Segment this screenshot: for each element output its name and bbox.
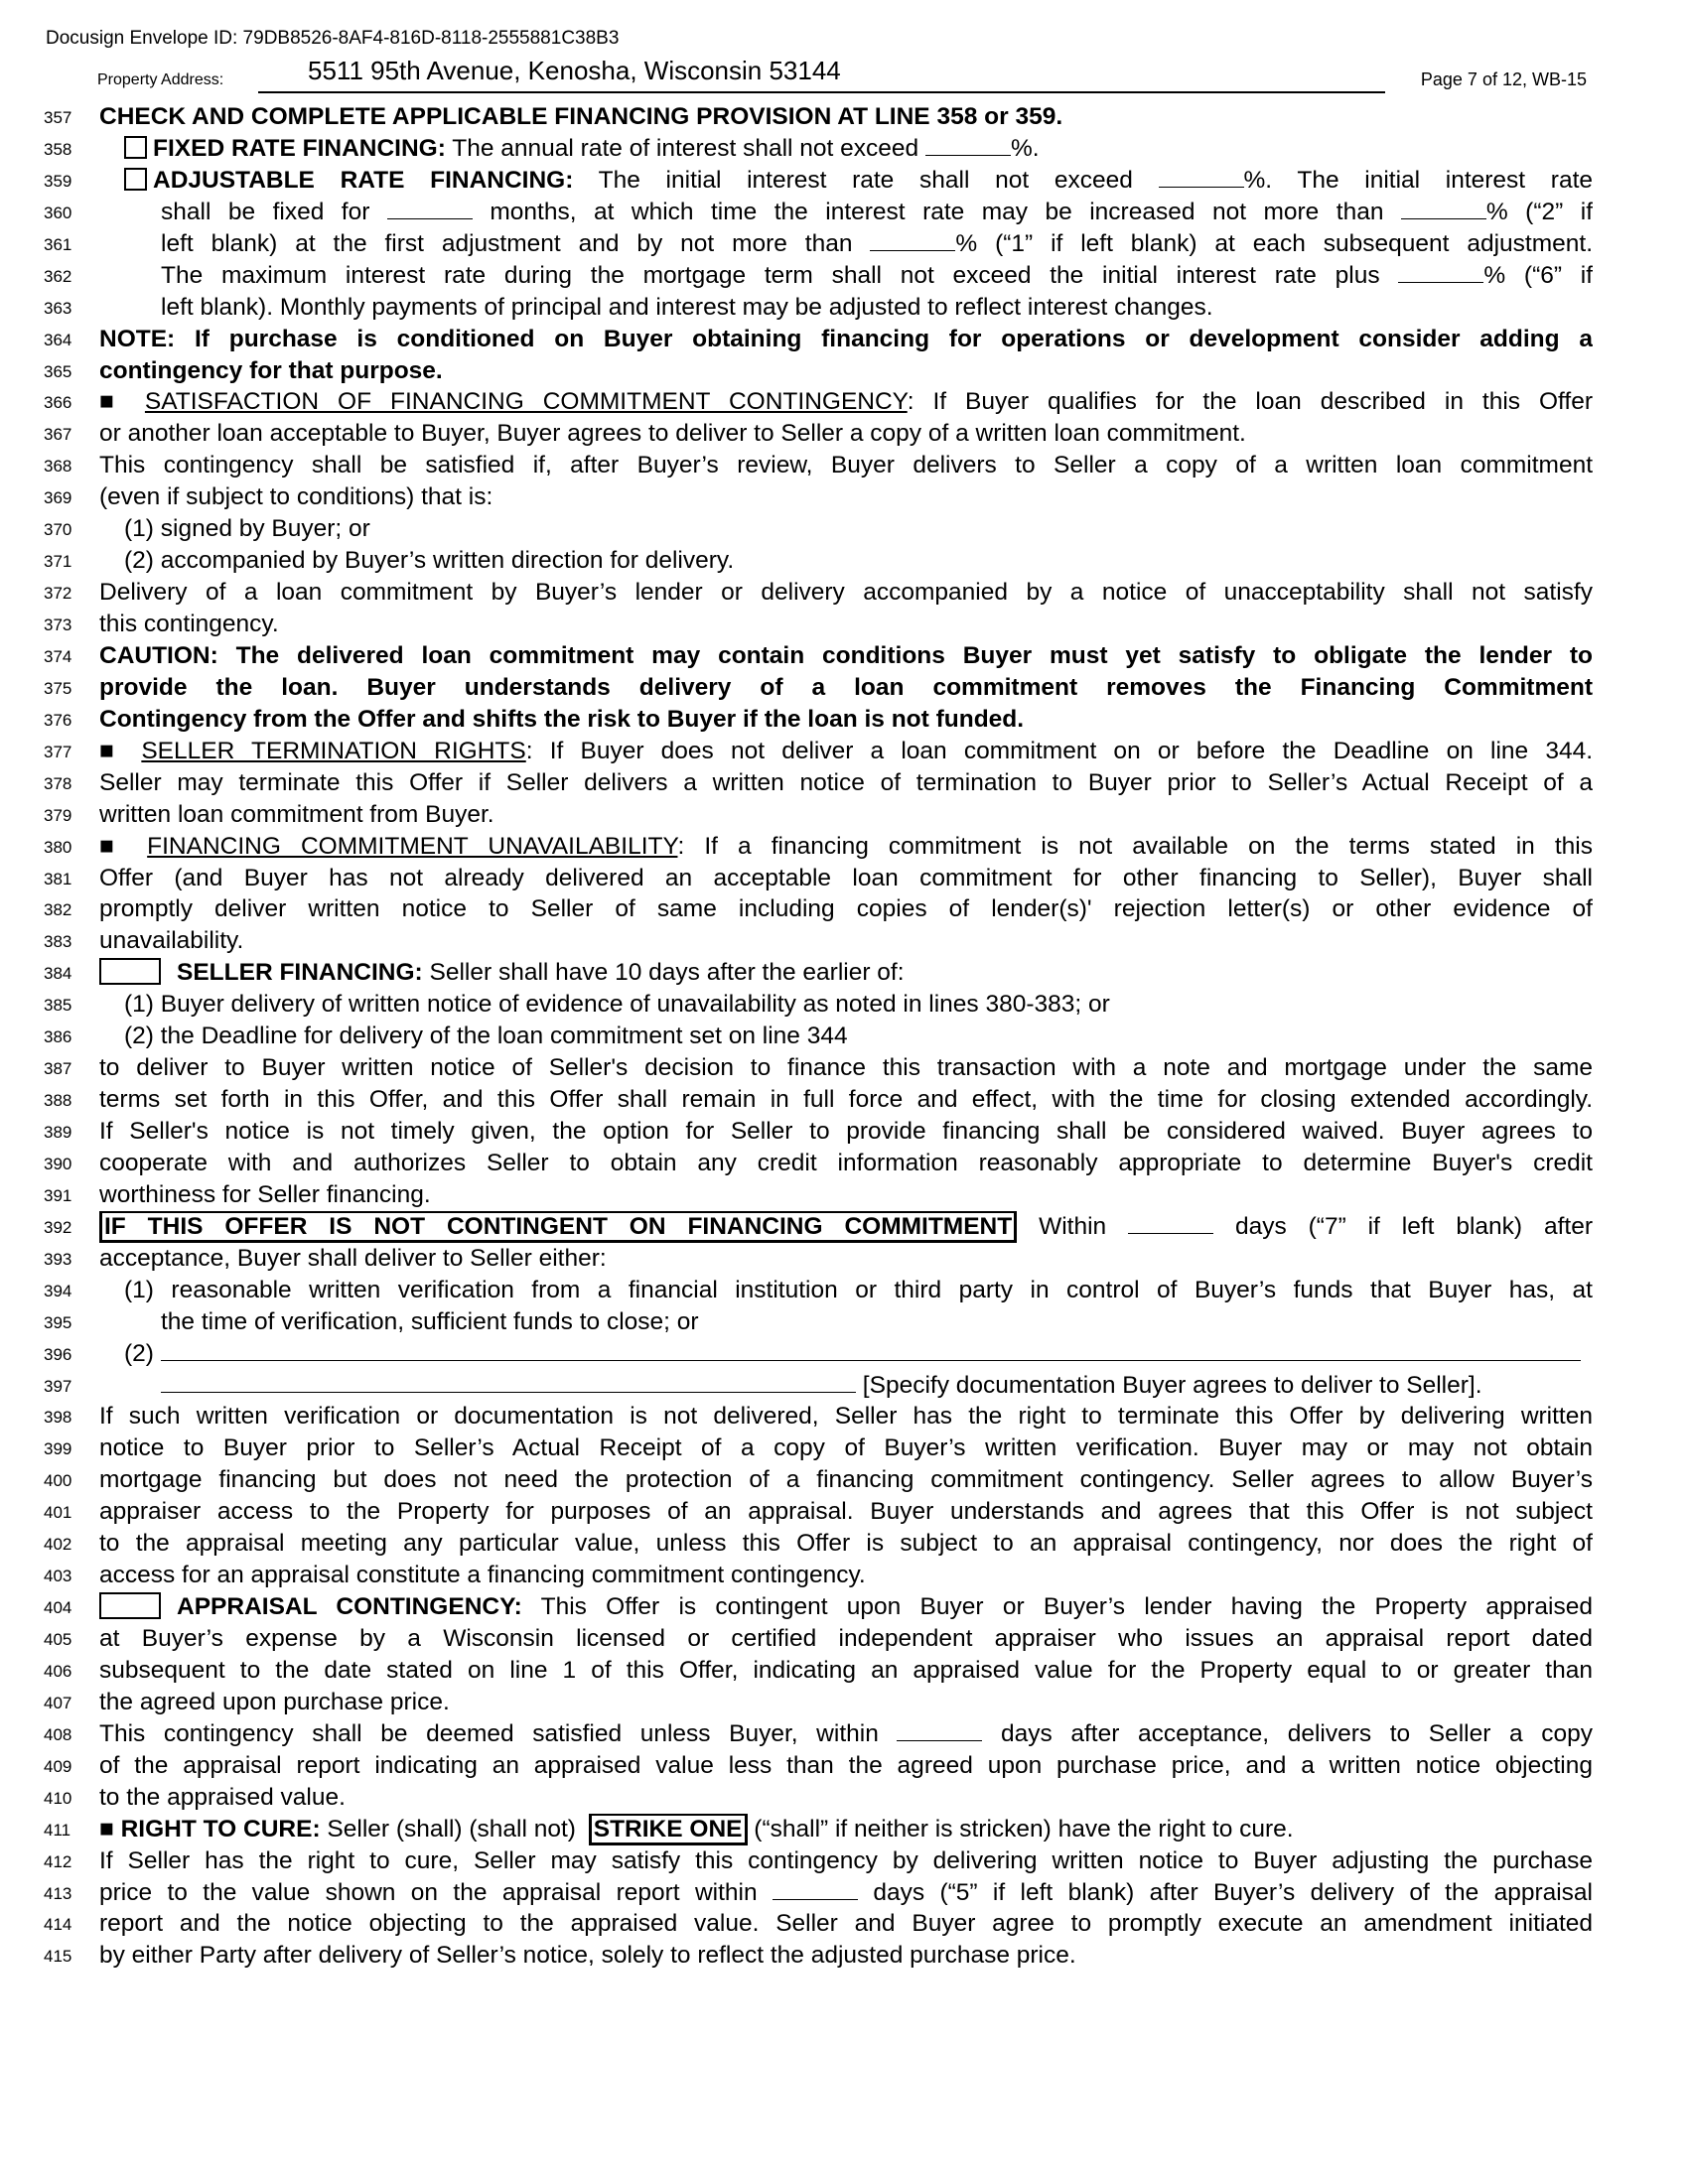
text-segment: days after acceptance, delivers to Seller a copy	[982, 1719, 1593, 1747]
text-segment: (1) reasonable written verification from a financial institution or third party in control of Buyer’s funds that Buyer has, at	[124, 1276, 1593, 1303]
line-number: 387	[44, 1059, 72, 1079]
line-number: 361	[44, 234, 72, 254]
line-text	[99, 831, 1593, 863]
line-text	[99, 609, 1593, 640]
form-line	[0, 1370, 1688, 1402]
form-line	[0, 893, 1688, 925]
text-segment: ■	[99, 1815, 121, 1843]
line-text	[99, 355, 1593, 387]
text-segment: notice to Buyer prior to Seller’s Actual Receipt of a copy of Buyer’s written verification. Buyer may or may not obtain	[99, 1434, 1593, 1462]
form-line	[0, 957, 1688, 989]
line-number: 398	[44, 1408, 72, 1428]
text-segment: (1) Buyer delivery of written notice of evidence of unavailability as noted in lines 380-383; or	[124, 991, 1110, 1019]
line-text	[99, 1179, 1593, 1211]
form-line	[0, 481, 1688, 513]
form-line	[0, 1877, 1688, 1909]
text-segment: subsequent to the date stated on line 1 of this Offer, indicating an appraised value for the Property equal to or greater than	[99, 1656, 1593, 1684]
line-text	[99, 1560, 1593, 1591]
text-segment: worthiness for Seller financing.	[99, 1180, 431, 1208]
line-text	[99, 1433, 1593, 1464]
line-number: 413	[44, 1883, 72, 1903]
form-line	[0, 418, 1688, 450]
line-text	[99, 1655, 1593, 1687]
form-line	[0, 1338, 1688, 1370]
line-number: 366	[44, 393, 72, 413]
line-number: 377	[44, 742, 72, 761]
form-line	[0, 1211, 1688, 1243]
line-number: 375	[44, 678, 72, 698]
text-segment: Contingency from the Offer and shifts the risk to Buyer if the loan is not funded.	[99, 705, 1025, 733]
form-line	[0, 260, 1688, 292]
line-text	[161, 197, 1593, 228]
line-number: 359	[44, 171, 72, 191]
form-line	[0, 609, 1688, 640]
form-line	[0, 1782, 1688, 1814]
text-segment: months, at which time the interest rate may be increased not more than	[472, 198, 1401, 225]
text-segment: or another loan acceptable to Buyer, Buyer agrees to deliver to Seller a copy of a written loan commitment.	[99, 420, 1246, 448]
line-text	[99, 1687, 1593, 1718]
property-address-line	[258, 91, 1385, 93]
line-number: 415	[44, 1947, 72, 1967]
line-number: 389	[44, 1123, 72, 1142]
form-line	[0, 1718, 1688, 1750]
line-text	[161, 1370, 1593, 1402]
text-segment: If Seller has the right to cure, Seller may satisfy this contingency by delivering written notice to Buyer adjusting the purchase	[99, 1846, 1593, 1874]
form-line	[0, 672, 1688, 704]
line-number: 376	[44, 710, 72, 730]
text-segment: % (“6” if	[1483, 261, 1593, 289]
line-text	[99, 672, 1593, 704]
line-number: 379	[44, 805, 72, 825]
text-segment: : If Buyer qualifies for the loan described in this Offer	[907, 388, 1593, 416]
form-line	[0, 1814, 1688, 1845]
form-line	[0, 767, 1688, 799]
text-segment: by either Party after delivery of Seller’s notice, solely to reflect the adjusted purchase price.	[99, 1942, 1076, 1970]
line-number: 412	[44, 1851, 72, 1871]
line-number: 405	[44, 1630, 72, 1649]
line-text	[99, 1148, 1593, 1179]
line-number: 404	[44, 1598, 72, 1618]
line-number: 400	[44, 1471, 72, 1491]
line-number: 383	[44, 932, 72, 952]
line-text	[124, 165, 1593, 197]
form-line	[0, 1496, 1688, 1528]
text-segment: to deliver to Buyer written notice of Seller's decision to finance this transaction with a note and mortgage under the same	[99, 1054, 1593, 1082]
line-number: 358	[44, 139, 72, 159]
line-text	[99, 1718, 1593, 1750]
line-text	[161, 260, 1593, 292]
form-line	[0, 1148, 1688, 1179]
line-text	[124, 545, 1593, 577]
line-text	[99, 863, 1593, 894]
text-segment: cooperate with and authorizes Seller to obtain any credit information reasonably appropriate to determine Buyer's credit	[99, 1149, 1593, 1176]
form-line	[0, 1655, 1688, 1687]
checkbox[interactable]	[124, 136, 147, 159]
line-number: 401	[44, 1503, 72, 1523]
form-line	[0, 925, 1688, 957]
line-text	[99, 704, 1593, 736]
form-line	[0, 1464, 1688, 1496]
fill-in-blank[interactable]	[161, 1372, 856, 1393]
envelope-id: Docusign Envelope ID: 79DB8526-8AF4-816D-8118-2555881C38B3	[46, 28, 620, 49]
text-segment: acceptance, Buyer shall deliver to Seller either:	[99, 1244, 607, 1272]
fill-in-blank[interactable]	[161, 1340, 1581, 1361]
line-text	[99, 1401, 1593, 1433]
form-line	[0, 1275, 1688, 1306]
text-segment: days (“5” if left blank) after Buyer’s delivery of the appraisal	[857, 1878, 1593, 1906]
text-segment: APPRAISAL CONTINGENCY:	[177, 1593, 522, 1621]
fill-in-blank[interactable]	[897, 1720, 982, 1741]
line-text	[99, 736, 1593, 767]
line-text	[124, 1021, 1593, 1052]
form-line	[0, 704, 1688, 736]
text-segment: Seller may terminate this Offer if Seller delivers a written notice of termination to Buyer prior to Seller’s Actual Receipt of a	[99, 768, 1593, 796]
line-text	[99, 799, 1593, 831]
line-number: 369	[44, 488, 72, 508]
form-line	[0, 1179, 1688, 1211]
line-text	[99, 1908, 1593, 1940]
text-segment: mortgage financing but does not need the protection of a financing commitment contingency. Seller agrees to allow Buyer’s	[99, 1466, 1593, 1494]
line-text	[99, 640, 1593, 672]
text-segment: days (“7” if left blank) after	[1213, 1212, 1593, 1240]
line-number: 374	[44, 646, 72, 666]
line-text	[99, 957, 1593, 989]
form-line	[0, 165, 1688, 197]
form-line	[0, 831, 1688, 863]
form-line	[0, 1052, 1688, 1084]
line-number: 390	[44, 1154, 72, 1173]
text-segment: this contingency.	[99, 611, 279, 637]
line-number: 391	[44, 1185, 72, 1205]
form-line	[0, 736, 1688, 767]
line-text	[99, 1591, 1593, 1623]
text-segment: This contingency shall be deemed satisfied unless Buyer, within	[99, 1719, 898, 1747]
text-segment: ■	[99, 737, 142, 764]
text-segment: NOTE: If purchase is conditioned on Buyer obtaining financing for operations or development consider adding a	[99, 325, 1593, 352]
property-address-value: 5511 95th Avenue, Kenosha, Wisconsin 53144	[308, 56, 841, 85]
line-text	[99, 1877, 1593, 1909]
form-line	[0, 1433, 1688, 1464]
form-line	[0, 1116, 1688, 1148]
form-line	[0, 292, 1688, 324]
line-number: 364	[44, 330, 72, 349]
line-number: 411	[44, 1820, 71, 1840]
line-text	[99, 386, 1593, 418]
line-number: 370	[44, 520, 72, 540]
line-text	[99, 925, 1593, 957]
text-segment: This contingency shall be satisfied if, after Buyer’s review, Buyer delivers to Seller a copy of a written loan commitment	[99, 452, 1593, 479]
text-segment: written loan commitment from Buyer.	[99, 800, 494, 828]
form-line	[0, 1750, 1688, 1782]
fill-in-blank[interactable]	[773, 1879, 858, 1900]
line-text	[124, 1338, 1593, 1370]
text-segment: % (“1” if left blank) at each subsequent adjustment.	[955, 229, 1593, 257]
line-number: 371	[44, 552, 72, 572]
text-segment: Delivery of a loan commitment by Buyer’s lender or delivery accompanied by a notice of unacceptability shall not satisfy	[99, 579, 1593, 607]
form-line	[0, 1845, 1688, 1877]
line-number: 403	[44, 1567, 72, 1586]
line-number: 402	[44, 1535, 72, 1555]
form-line	[0, 133, 1688, 165]
text-segment: (1) signed by Buyer; or	[124, 515, 370, 543]
line-text	[161, 292, 1593, 324]
line-number: 408	[44, 1724, 72, 1744]
fill-in-blank[interactable]	[387, 199, 473, 219]
line-text	[99, 893, 1593, 925]
line-text	[99, 577, 1593, 609]
line-text	[99, 1052, 1593, 1084]
line-text	[124, 133, 1593, 165]
initial-box[interactable]	[99, 958, 161, 985]
text-segment: SELLER FINANCING:	[177, 959, 423, 987]
line-text	[99, 450, 1593, 481]
form-line	[0, 989, 1688, 1021]
framed-heading: IF THIS OFFER IS NOT CONTINGENT ON FINANCING COMMITMENT	[99, 1211, 1017, 1243]
line-text	[99, 1496, 1593, 1528]
text-segment: to the appraisal meeting any particular value, unless this Offer is subject to an appraisal contingency, nor does the right of	[99, 1530, 1593, 1558]
line-number: 362	[44, 266, 72, 286]
form-line	[0, 1591, 1688, 1623]
form-line	[0, 1908, 1688, 1940]
line-number: 388	[44, 1091, 72, 1111]
text-segment: ■	[99, 832, 148, 860]
line-number: 380	[44, 837, 72, 857]
line-number: 399	[44, 1439, 72, 1459]
text-segment: at Buyer’s expense by a Wisconsin licensed or certified independent appraiser who issues an appraisal report dated	[99, 1625, 1593, 1652]
line-number: 373	[44, 615, 72, 634]
text-segment: CHECK AND COMPLETE APPLICABLE FINANCING PROVISION AT LINE 358 or 359.	[99, 103, 1063, 130]
form-line	[0, 1560, 1688, 1591]
text-segment: Within	[1017, 1212, 1129, 1240]
text-segment: The annual rate of interest shall not exceed	[445, 134, 925, 162]
form-line	[0, 1084, 1688, 1116]
form-line	[0, 1021, 1688, 1052]
text-segment: price to the value shown on the appraisal report within	[99, 1878, 773, 1906]
line-number: 410	[44, 1788, 72, 1808]
form-line	[0, 799, 1688, 831]
line-text	[99, 1084, 1593, 1116]
line-number: 381	[44, 869, 72, 888]
text-segment: % (“2” if	[1485, 198, 1593, 225]
text-segment: left blank) at the first adjustment and by not more than	[161, 229, 871, 257]
text-segment: SATISFACTION OF FINANCING COMMITMENT CONTINGENCY	[144, 388, 908, 416]
initial-box[interactable]	[99, 1592, 161, 1619]
line-text	[99, 1528, 1593, 1560]
form-line	[0, 355, 1688, 387]
form-line	[0, 228, 1688, 260]
line-number: 406	[44, 1661, 72, 1681]
line-text	[99, 1243, 1593, 1275]
line-number: 378	[44, 773, 72, 793]
line-text	[161, 228, 1593, 260]
text-segment: : If Buyer does not deliver a loan commitment on or before the Deadline on line 344.	[525, 737, 1593, 764]
text-segment: %. The initial interest rate	[1243, 166, 1593, 194]
form-line	[0, 577, 1688, 609]
line-text	[99, 1940, 1593, 1972]
fill-in-blank[interactable]	[870, 230, 955, 251]
text-segment: If such written verification or documentation is not delivered, Seller has the right to terminate this Offer by delivering written	[99, 1403, 1593, 1431]
line-text	[99, 1750, 1593, 1782]
form-line	[0, 101, 1688, 133]
text-segment: (2) the Deadline for delivery of the loan commitment set on line 344	[124, 1023, 848, 1050]
text-segment: of the appraisal report indicating an appraised value less than the agreed upon purchase price, and a written notice objecting	[99, 1751, 1593, 1779]
text-segment: RIGHT TO CURE:	[120, 1815, 321, 1843]
form-line	[0, 197, 1688, 228]
line-number: 394	[44, 1281, 72, 1300]
line-text	[99, 1116, 1593, 1148]
line-number: 397	[44, 1376, 72, 1396]
text-segment: the time of verification, sufficient funds to close; or	[161, 1307, 699, 1335]
text-segment: [Specify documentation Buyer agrees to deliver to Seller].	[856, 1371, 1482, 1399]
text-segment: provide the loan. Buyer understands delivery of a loan commitment removes the Financing Commitment	[99, 673, 1593, 701]
text-segment: If Seller's notice is not timely given, the option for Seller to provide financing shall be considered waived. Buyer agrees to	[99, 1118, 1593, 1145]
text-segment: (2) accompanied by Buyer’s written direction for delivery.	[124, 547, 735, 575]
text-segment: unavailability.	[99, 927, 244, 955]
line-number: 368	[44, 457, 72, 477]
text-segment: FINANCING COMMITMENT UNAVAILABILITY	[147, 832, 678, 860]
text-segment: CAUTION: The delivered loan commitment may contain conditions Buyer must yet satisfy to obligate the lender to	[99, 641, 1593, 669]
line-text	[124, 1275, 1593, 1306]
line-number: 414	[44, 1915, 72, 1935]
text-segment: to the appraised value.	[99, 1783, 346, 1811]
form-line	[0, 640, 1688, 672]
line-number: 409	[44, 1756, 72, 1776]
form-line	[0, 1401, 1688, 1433]
text-segment: This Offer is contingent upon Buyer or Buyer’s lender having the Property appraised	[521, 1593, 1593, 1621]
text-segment: The maximum interest rate during the mortgage term shall not exceed the initial interest rate plus	[161, 261, 1399, 289]
form-line	[0, 450, 1688, 481]
text-segment: terms set forth in this Offer, and this Offer shall remain in full force and effect, with the time for closing extended accordingly.	[99, 1086, 1593, 1114]
text-segment: (“shall” if neither is stricken) have the right to cure.	[747, 1815, 1294, 1843]
text-segment: appraiser access to the Property for purposes of an appraisal. Buyer understands and agrees that this Offer is not subject	[99, 1498, 1593, 1526]
line-text	[99, 1845, 1593, 1877]
form-line	[0, 1623, 1688, 1655]
fill-in-blank[interactable]	[1159, 167, 1244, 188]
line-number: 385	[44, 996, 72, 1016]
line-number: 365	[44, 361, 72, 381]
text-segment: (2)	[124, 1339, 161, 1367]
form-line	[0, 1687, 1688, 1718]
text-segment: shall be fixed for	[161, 198, 387, 225]
line-text	[99, 1814, 1593, 1845]
fill-in-blank[interactable]	[1401, 199, 1486, 219]
text-segment: ■	[99, 388, 145, 416]
line-number: 392	[44, 1217, 72, 1237]
text-segment: ADJUSTABLE RATE FINANCING:	[153, 166, 574, 194]
form-line	[0, 1940, 1688, 1972]
text-segment: Seller shall have 10 days after the earlier of:	[422, 959, 905, 987]
line-text	[99, 101, 1593, 133]
fill-in-blank[interactable]	[1398, 262, 1483, 283]
form-body	[0, 101, 1688, 1972]
form-line	[0, 513, 1688, 545]
form-line	[0, 324, 1688, 355]
line-number: 382	[44, 900, 72, 920]
line-text	[99, 1782, 1593, 1814]
text-segment: Offer (and Buyer has not already delivered an acceptable loan commitment for other financing to Seller), Buyer shall	[99, 864, 1593, 891]
text-segment: the agreed upon purchase price.	[99, 1688, 450, 1715]
line-text	[99, 1211, 1593, 1243]
line-text	[124, 989, 1593, 1021]
text-segment: (even if subject to conditions) that is:	[99, 483, 493, 511]
line-number: 386	[44, 1027, 72, 1047]
page-header	[97, 56, 1587, 95]
line-number: 384	[44, 964, 72, 984]
text-segment: The initial interest rate shall not exceed	[573, 166, 1159, 194]
property-address-label: Property Address:	[97, 71, 224, 88]
line-number: 360	[44, 203, 72, 222]
line-number: 367	[44, 425, 72, 445]
form-line	[0, 386, 1688, 418]
text-segment: Seller (shall) (shall not)	[320, 1815, 583, 1843]
line-number: 396	[44, 1344, 72, 1364]
line-text	[99, 1623, 1593, 1655]
form-line	[0, 863, 1688, 894]
page-number: Page 7 of 12, WB-15	[1420, 69, 1587, 89]
form-line	[0, 545, 1688, 577]
line-number: 395	[44, 1312, 72, 1332]
text-segment: report and the notice objecting to the appraised value. Seller and Buyer agree to promptly execute an amendment initiated	[99, 1910, 1593, 1938]
line-text	[99, 481, 1593, 513]
framed-heading: STRIKE ONE	[589, 1814, 748, 1845]
line-number: 393	[44, 1249, 72, 1269]
line-number: 363	[44, 298, 72, 318]
text-segment: access for an appraisal constitute a financing commitment contingency.	[99, 1562, 866, 1589]
line-text	[99, 1464, 1593, 1496]
line-number: 407	[44, 1693, 72, 1712]
line-text	[99, 418, 1593, 450]
checkbox[interactable]	[124, 168, 147, 191]
line-text	[161, 1306, 1593, 1338]
text-segment: : If a financing commitment is not available on the terms stated in this	[677, 832, 1593, 860]
fill-in-blank[interactable]	[1128, 1213, 1213, 1234]
text-segment: FIXED RATE FINANCING:	[153, 134, 446, 162]
text-segment: contingency for that purpose.	[99, 356, 443, 384]
line-text	[99, 767, 1593, 799]
text-segment: left blank). Monthly payments of principal and interest may be adjusted to reflect interest changes.	[161, 293, 1213, 321]
text-segment: SELLER TERMINATION RIGHTS	[141, 737, 526, 764]
form-line	[0, 1306, 1688, 1338]
line-number: 372	[44, 584, 72, 604]
fill-in-blank[interactable]	[925, 135, 1011, 156]
form-line	[0, 1528, 1688, 1560]
form-line	[0, 1243, 1688, 1275]
text-segment: %.	[1010, 134, 1040, 162]
line-number: 357	[44, 108, 72, 127]
text-segment: promptly deliver written notice to Seller of same including copies of lender(s)' rejection letter(s) or other evidence of	[99, 895, 1593, 923]
line-text	[124, 513, 1593, 545]
line-text	[99, 324, 1593, 355]
